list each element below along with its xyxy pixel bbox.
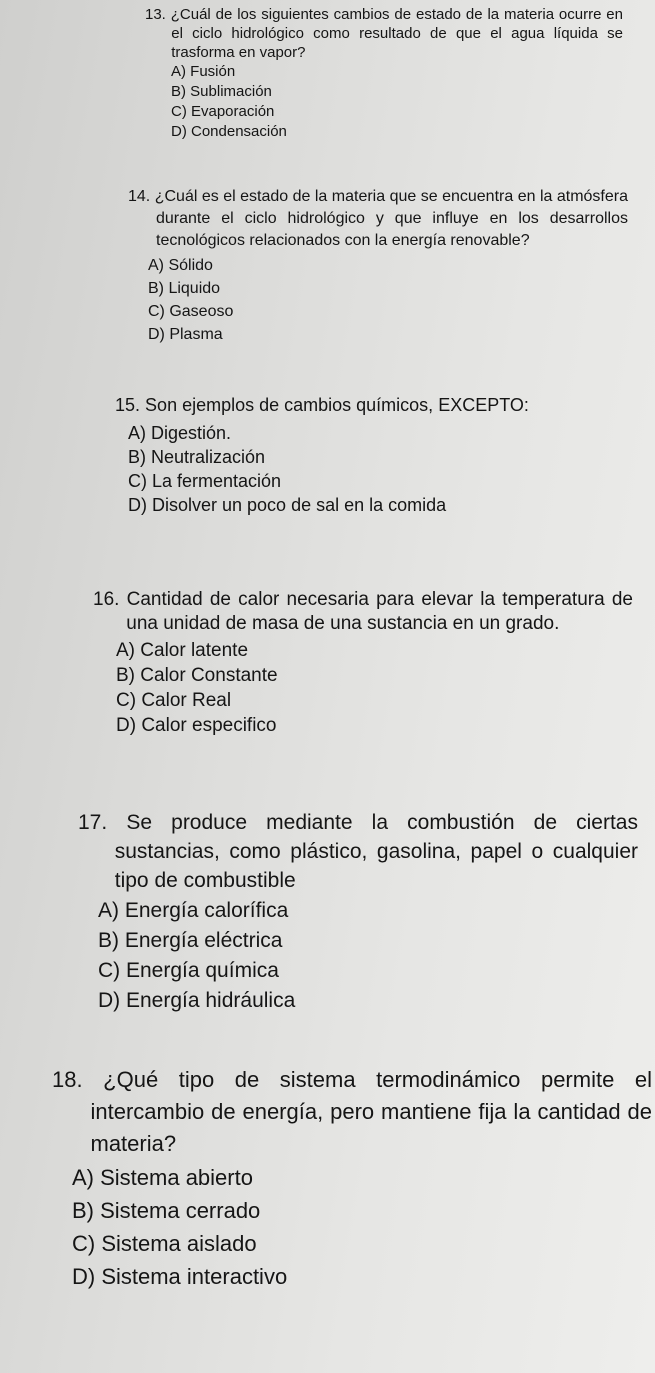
question-stem xyxy=(128,186,628,252)
question-number: 16. xyxy=(93,589,120,610)
option-d: D) Plasma xyxy=(148,326,223,343)
question-text: Se produce mediante la combustión de ciertas sustancias, como plástico, gasolina, papel o cualquier tipo de combustible xyxy=(114,811,638,892)
option-a: A) Fusión xyxy=(171,63,236,80)
option-a: A) Digestión. xyxy=(128,423,232,443)
option-c: C) Energía química xyxy=(98,959,279,982)
question-13 xyxy=(145,5,623,142)
option-b: B) Liquido xyxy=(148,280,221,297)
question-stem xyxy=(115,394,630,417)
question-stem xyxy=(52,1064,652,1160)
question-16 xyxy=(93,588,633,738)
option-c: C) Gaseoso xyxy=(148,303,234,320)
question-stem xyxy=(93,588,633,636)
option-a: A) Sólido xyxy=(148,257,213,274)
option-c: C) Calor Real xyxy=(116,690,232,711)
option-d: D) Condensación xyxy=(171,123,287,140)
question-15 xyxy=(115,394,630,517)
option-b: B) Calor Constante xyxy=(116,665,278,686)
question-18 xyxy=(52,1064,652,1293)
question-text: ¿Qué tipo de sistema termodinámico permite el intercambio de energía, pero mantiene fija la cantidad de materia? xyxy=(90,1067,652,1156)
question-text: Son ejemplos de cambios químicos, EXCEPTO: xyxy=(145,395,529,415)
option-d: D) Disolver un poco de sal en la comida xyxy=(128,495,447,515)
question-text: ¿Cuál es el estado de la materia que se encuentra en la atmósfera durante el ciclo hidrológico y que influye en los desarrollos tecnológicos relacionados con la energía renovable? xyxy=(154,188,628,249)
question-number: 15. xyxy=(115,395,141,415)
options-list xyxy=(148,254,628,346)
question-number: 18. xyxy=(52,1067,83,1092)
option-d: D) Sistema interactivo xyxy=(72,1264,288,1289)
option-c: C) La fermentación xyxy=(128,471,282,491)
question-number: 14. xyxy=(128,188,151,205)
option-b: B) Neutralización xyxy=(128,447,266,467)
option-a: A) Sistema abierto xyxy=(72,1165,253,1190)
question-text: ¿Cuál de los siguientes cambios de estado de la materia ocurre en el ciclo hidrológico como resultado de que el agua líquida se trasforma en vapor? xyxy=(170,6,623,61)
question-17 xyxy=(78,808,638,1016)
options-list xyxy=(72,1161,652,1293)
question-stem xyxy=(145,5,623,62)
option-b: B) Energía eléctrica xyxy=(98,929,283,952)
options-list xyxy=(98,896,638,1016)
option-c: C) Evaporación xyxy=(171,103,275,120)
option-b: B) Sistema cerrado xyxy=(72,1198,261,1223)
option-d: D) Calor especifico xyxy=(116,715,277,736)
question-number: 13. xyxy=(145,6,166,23)
option-a: A) Calor latente xyxy=(116,640,249,661)
question-stem xyxy=(78,808,638,895)
question-text: Cantidad de calor necesaria para elevar la temperatura de una unidad de masa de una sustancia en un grado. xyxy=(126,589,633,634)
option-c: C) Sistema aislado xyxy=(72,1231,257,1256)
options-list xyxy=(116,638,633,738)
options-list xyxy=(128,421,630,517)
question-number: 17. xyxy=(78,811,108,834)
option-a: A) Energía calorífica xyxy=(98,899,289,922)
question-14 xyxy=(128,186,628,346)
option-d: D) Energía hidráulica xyxy=(98,989,296,1012)
options-list xyxy=(171,62,623,142)
option-b: B) Sublimación xyxy=(171,83,272,100)
